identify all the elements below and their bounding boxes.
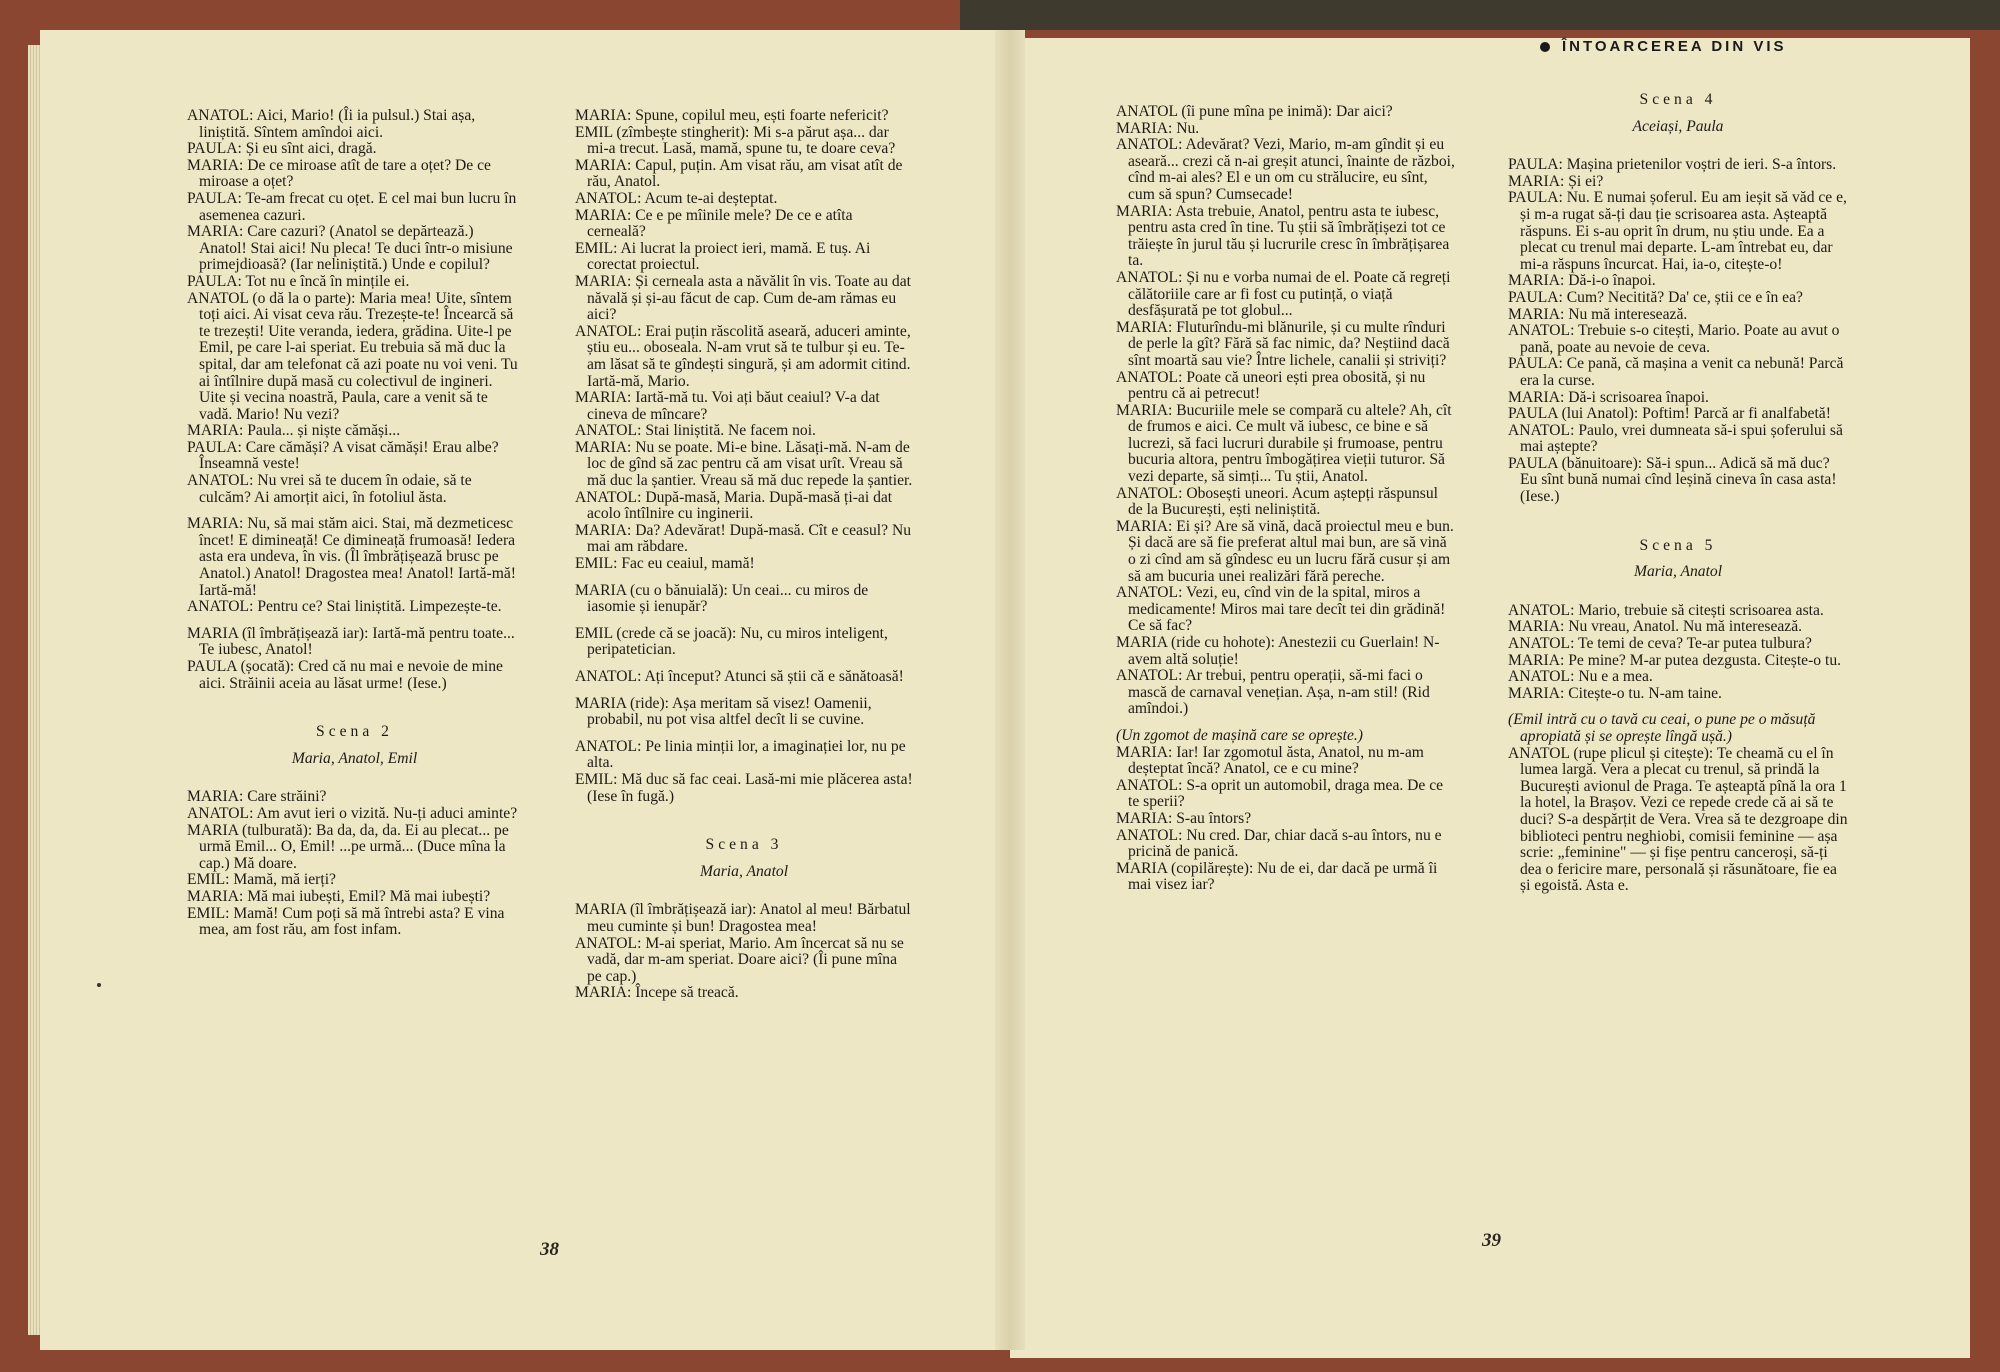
dialogue-line: ANATOL: Te temi de ceva? Te-ar putea tulbura? — [1508, 635, 1812, 653]
dialogue-line: ANATOL: Și nu e vorba numai de el. Poate că regreți călătoriile care ar fi fost cu putință, o viață desfășurată pe tot globul... — [1116, 268, 1451, 320]
dialogue-line: ANATOL: Pe linia minții lor, a imaginației lor, nu pe alta. — [575, 737, 906, 772]
dialogue-line: MARIA (îl îmbrățișează iar): Anatol al meu! Bărbatul meu cuminte și bun! Dragostea mea! — [575, 901, 911, 935]
dialogue-line: MARIA: Care străini? — [187, 788, 327, 806]
dialogue-line: MARIA (copilărește): Nu de ei, dar dacă pe urmă îi mai visez iar? — [1116, 859, 1438, 894]
dialogue-line: EMIL: Ai lucrat la proiect ieri, mamă. E tuș. Ai corectat proiectul. — [575, 239, 871, 274]
dialogue-line: MARIA: Fluturîndu-mi blănurile, și cu multe rînduri de perle la gît? Fără să fac nimic, da? Neștiind dacă sînt moartă sau vie? Între lichele, canalii și striviți? — [1116, 318, 1450, 369]
dialogue-line: ANATOL: Nu vrei să te ducem în odaie, să te culcăm? Ai amorțit aici, în fotoliul ăsta. — [187, 472, 472, 506]
dialogue-line: ANATOL: Poate că uneori ești prea obosită, și nu pentru că ai petrecut! — [1116, 368, 1426, 403]
dialogue-line: EMIL: Mă duc să fac ceai. Lasă-mi mie plăcerea asta! (Iese în fugă.) — [575, 770, 913, 805]
dialogue-line: MARIA: Nu vreau, Anatol. Nu mă interesează. — [1508, 618, 1803, 636]
dialogue-line: ANATOL: După-masă, Maria. După-masă ți-ai dat acolo întîlnire cu inginerii. — [575, 488, 893, 523]
dialogue-line: ANATOL: Obosești uneori. Acum aștepți răspunsul de la București, ești neliniștită. — [1116, 484, 1438, 519]
dialogue-line: ANATOL: Erai puțin răscolită aseară, aduceri aminte, știu eu... oboseala. N-am vrut să te tulbur și eu. Te-am lăsat să te gîndești singură, și am adormit citind. Iartă-mă, Mario. — [575, 322, 911, 390]
running-header — [1540, 38, 1787, 55]
dialogue-line: ANATOL (îi pune mîna pe inimă): Dar aici? — [1116, 103, 1393, 120]
dialogue-line: MARIA: Și ei? — [1508, 172, 1604, 190]
dialogue-line: PAULA: Cum? Necitită? Da' ce, știi ce e în ea? — [1508, 288, 1803, 306]
dialogue-line: ANATOL: S-a oprit un automobil, draga mea. De ce te sperii? — [1116, 776, 1444, 811]
column-3 — [1116, 104, 1456, 894]
dialogue-line: ANATOL: Paulo, vrei dumneata să-i spui șoferului să mai aștepte? — [1508, 421, 1843, 456]
column-2 — [575, 108, 913, 1002]
scene-cast: Maria, Anatol — [699, 862, 789, 880]
dialogue-line: MARIA: Pe mine? M-ar putea dezgusta. Citește-o tu. — [1508, 651, 1842, 669]
dialogue-line: EMIL (crede că se joacă): Nu, cu miros inteligent, peripatetician. — [575, 624, 888, 659]
dialogue-line: MARIA (îl îmbrățișează iar): Iartă-mă pentru toate... Te iubesc, Anatol! — [187, 624, 515, 659]
dialogue-line: MARIA: S-au întors? — [1116, 809, 1252, 827]
dialogue-line: ANATOL: Am avut ieri o vizită. Nu-ți aduci aminte? — [187, 804, 518, 822]
dialogue-line: MARIA: Nu se poate. Mi-e bine. Lăsați-mă. N-am de loc de gînd să zac pentru că am visat urît. Vreau să mă duc la șantier. Vreau să mă duc repede la șantier. — [575, 438, 913, 490]
scene-heading: Scena 4 — [1639, 91, 1717, 108]
dialogue-line: PAULA: Mașina prietenilor voștri de ieri. S-a întors. — [1508, 156, 1837, 174]
dialogue-line: ANATOL: Nu cred. Dar, chiar dacă s-au întors, nu e pricină de panică. — [1116, 826, 1442, 861]
dialogue-line: PAULA: Ce pană, că mașina a venit ca nebună! Parcă era la curse. — [1508, 355, 1844, 389]
scene-cast: Aceiași, Paula — [1632, 117, 1724, 135]
dialogue-line: PAULA: Te-am frecat cu oțet. E cel mai bun lucru în asemenea cazuri. — [187, 189, 517, 224]
page-number-left: 38 — [540, 1239, 559, 1260]
ink-speck — [97, 983, 101, 987]
dialogue-line: MARIA: Mă mai iubești, Emil? Mă mai iubești? — [187, 887, 491, 905]
dialogue-line: MARIA: Ce e pe mîinile mele? De ce e atîta cerneală? — [575, 206, 853, 241]
dialogue-line: MARIA (ride cu hohote): Anestezii cu Guerlain! N-avem altă soluție! — [1116, 634, 1440, 668]
dialogue-line: EMIL (zîmbește stingherit): Mi s-a părut așa... dar mi-a trecut. Lasă, mamă, spune tu, te doare ceva? — [575, 123, 896, 158]
column-4 — [1508, 92, 1848, 895]
dialogue-line: MARIA: Nu mă interesează. — [1508, 305, 1688, 323]
dialogue-line: MARIA: Iartă-mă tu. Voi ați băut ceaiul? V-a dat cineva de mîncare? — [575, 389, 880, 423]
scene-heading: Scena 3 — [705, 836, 783, 854]
dialogue-line: MARIA (ride): Așa meritam să visez! Oamenii, probabil, nu pot visa altfel decît li se cuvine. — [575, 694, 872, 729]
dialogue-line: MARIA (tulburată): Ba da, da, da. Ei au plecat... pe urmă Emil... O, Emil! ...pe urmă... (Duce mîna la cap.) Mă doare. — [187, 821, 509, 872]
dialogue-line: PAULA: Care cămăși? A visat cămăși! Erau albe? Înseamnă veste! — [187, 438, 499, 473]
bullet-icon — [1540, 42, 1550, 52]
dialogue-line: MARIA: Asta trebuie, Anatol, pentru asta te iubesc, pentru asta cred în tine. Tu știi să îmbrățișezi tot ce trăiește în jurul tău și lucrurile cresc în îmbrățișarea ta. — [1116, 202, 1450, 270]
column-1 — [187, 108, 522, 939]
dialogue-line: MARIA: Dă-i scrisoarea înapoi. — [1508, 388, 1709, 406]
dialogue-line: ANATOL: Mario, trebuie să citești scrisoarea asta. — [1508, 601, 1824, 619]
dialogue-line: MARIA: Bucuriile mele se compară cu altele? Ah, cît de frumos e aici. Ce mult vă iubesc, ce bine e să lucrezi, să faci lucruri durabile și frumoase, pentru bucuria altora, pentru îmbogățirea vieții tuturor. Să vezi departe, să simți... Tu știi, Anatol. — [1116, 401, 1452, 486]
dialogue-line: ANATOL: Stai liniștită. Ne facem noi. — [575, 422, 816, 440]
dialogue-line: ANATOL: Ar trebui, pentru operații, să-mi faci o mască de carnaval venețian. Așa, n-am stil! (Rid amîndoi.) — [1116, 667, 1430, 718]
dialogue-line: MARIA: Capul, puțin. Am visat rău, am visat atît de rău, Anatol. — [575, 156, 903, 191]
scene-heading: Scena 5 — [1639, 536, 1717, 554]
scene-cast: Maria, Anatol, Emil — [291, 749, 418, 767]
dialogue-line: ANATOL: Nu e a mea. — [1508, 668, 1653, 686]
dialogue-line: MARIA: Nu. — [1116, 119, 1200, 137]
dialogue-line: EMIL: Fac eu ceaiul, mamă! — [575, 555, 755, 573]
dialogue-line: MARIA: Nu, să mai stăm aici. Stai, mă dezmeticesc încet! E dimineață! Ce dimineață frumoasă! Iedera asta era undeva, în vis. (Îl îmbrățișează brusc pe Anatol.) Anatol! Dragostea mea! Anatol! Iartă-mă! Iartă-mă! — [187, 515, 516, 599]
dialogue-line: MARIA: Începe să treacă. — [575, 984, 739, 1002]
dialogue-line: ANATOL: Pentru ce? Stai liniștită. Limpezește-te. — [187, 598, 502, 616]
dialogue-line: EMIL: Mamă! Cum poți să mă întrebi asta? E vina mea, am fost rău, am fost infam. — [187, 904, 505, 939]
dialogue-line: MARIA: Da? Adevărat! După-masă. Cît e ceasul? Nu mai am răbdare. — [575, 521, 912, 556]
dialogue-line: ANATOL: M-ai speriat, Mario. Am încercat să nu se vadă, dar m-am speriat. Doare aici? (Îi pune mîna pe cap.) — [575, 934, 904, 985]
dialogue-line: ANATOL: Vezi, eu, cînd vin de la spital, miros a medicamente! Miros mai tare decît tei din grădină! Ce să fac? — [1116, 584, 1446, 635]
book-cover-right — [960, 0, 2000, 30]
dialogue-line: PAULA: Nu. E numai șoferul. Eu am ieșit să văd ce e, și m-a rugat să-ți dau ție scrisoarea asta. Așteaptă răspuns. Ei s-au oprit în drum, nu știu unde. Ea a plecat cu trenul mai departe. L-am întrebat eu, dar mi-a răspuns încurcat. Hai, ia-o, citește-o! — [1508, 189, 1847, 273]
page-number-right: 39 — [1482, 1230, 1501, 1251]
dialogue-line: MARIA: Ei și? Are să vină, dacă proiectul meu e bun. Și dacă are să fie preferat altul mai bun, are să vină o zi cînd am să gîndesc eu un lucru fără cusur și am să am bucuria unei realizări fără pereche. — [1116, 517, 1454, 585]
dialogue-line: MARIA: Spune, copilul meu, ești foarte nefericit? — [575, 107, 889, 124]
stage-direction: (Un zgomot de mașină care se oprește.) — [1116, 726, 1364, 744]
running-header-text: ÎNTOARCEREA DIN VIS — [1562, 38, 1787, 55]
book-gutter — [995, 30, 1025, 1350]
dialogue-line: MARIA: Iar! Iar zgomotul ăsta, Anatol, nu m-am deșteptat încă? Anatol, ce e cu mine? — [1116, 743, 1424, 778]
dialogue-line: MARIA: Paula... și niște cămăși... — [187, 422, 401, 440]
dialogue-line: MARIA: Care cazuri? (Anatol se depărtează.) Anatol! Stai aici! Nu pleca! Te duci într-o misiune primejdioasă? (Iar neliniștită.) Unde e copilul? — [187, 223, 513, 274]
dialogue-line: ANATOL: Acum te-ai deșteptat. — [575, 189, 778, 207]
scene-heading: Scena 2 — [316, 723, 393, 741]
dialogue-line: EMIL: Mamă, mă ierți? — [187, 871, 336, 889]
dialogue-line: MARIA: Și cerneala asta a năvălit în vis. Toate au dat năvală și și-au făcut de cap. Cum de-am rămas eu aici? — [575, 272, 911, 324]
dialogue-line: PAULA (lui Anatol): Poftim! Parcă ar fi analfabetă! — [1508, 405, 1831, 423]
scene-cast: Maria, Anatol — [1633, 563, 1723, 581]
dialogue-line: ANATOL: Aici, Mario! (Îi ia pulsul.) Stai așa, liniștită. Sîntem amîndoi aici. — [187, 107, 476, 141]
dialogue-line: MARIA: Dă-i-o înapoi. — [1508, 272, 1656, 290]
dialogue-line: PAULA: Tot nu e încă în mințile ei. — [187, 272, 410, 290]
dialogue-line: MARIA (cu o bănuială): Un ceai... cu miros de iasomie și ienupăr? — [575, 581, 869, 616]
dialogue-line: ANATOL (o dă la o parte): Maria mea! Uite, sîntem toți aici. Ai visat ceva rău. Trezește-te! Încearcă să te trezești! Uite veranda, iedera, grădina. Uite-l pe Emil, pe care l-ai speriat. Eu trebuia să mă duc la spital, dar am telefonat că azi poate nu voi veni. Tu ai întîlnire după masă cu colectivul de ingineri. Uite și vecina noastră, Paula, care a venit să te vadă. Mario! Nu vezi? — [187, 289, 518, 423]
dialogue-line: MARIA: De ce miroase atît de tare a oțet? De ce miroase a oțet? — [187, 156, 491, 191]
dialogue-line: ANATOL: Trebuie s-o citești, Mario. Poate au avut o pană, poate au nevoie de ceva. — [1508, 322, 1840, 356]
dialogue-line: ANATOL: Ați început? Atunci să știi că e sănătoasă! — [575, 668, 904, 685]
dialogue-line: PAULA: Și eu sînt aici, dragă. — [187, 140, 377, 158]
dialogue-line: ANATOL (rupe plicul și citește): Te cheamă cu el în lumea largă. Vera a plecat cu trenul, să prindă la București avionul de Praga. Te așteaptă pînă la ora 1 la hotel, la Brașov. Vezi ce repede crede că ai să te duci? S-a despărțit de Vera. Vrea să te dezgroape din biblioteci pentru neghiobi, comisii feminine — așa scrie: „feminine" — și fișe pentru canceroși, să-ți dea o fericire mare, personală și răsunătoare, fie ea și egoistă. Asta e. — [1508, 744, 1848, 895]
dialogue-line: PAULA (bănuitoare): Să-i spun... Adică să mă duc? Eu sînt bună numai cînd leșină cineva în casa asta! (Iese.) — [1508, 454, 1837, 506]
stage-direction: (Emil intră cu o tavă cu ceai, o pune pe o măsuță apropiată și se oprește lîngă ușă.) — [1508, 711, 1816, 745]
dialogue-line: MARIA: Citește-o tu. N-am taine. — [1508, 684, 1722, 702]
dialogue-line: PAULA (șocată): Cred că nu mai e nevoie de mine aici. Străinii aceia au lăsat urme! (Iese.) — [187, 658, 503, 692]
dialogue-line: ANATOL: Adevărat? Vezi, Mario, m-am gîndit și eu aseară... crezi că n-ai greșit atunci, înainte de război, cînd m-ai ales? El e un om cu strălucire, eu sînt, cum să spun? Cumsecade! — [1116, 136, 1455, 203]
